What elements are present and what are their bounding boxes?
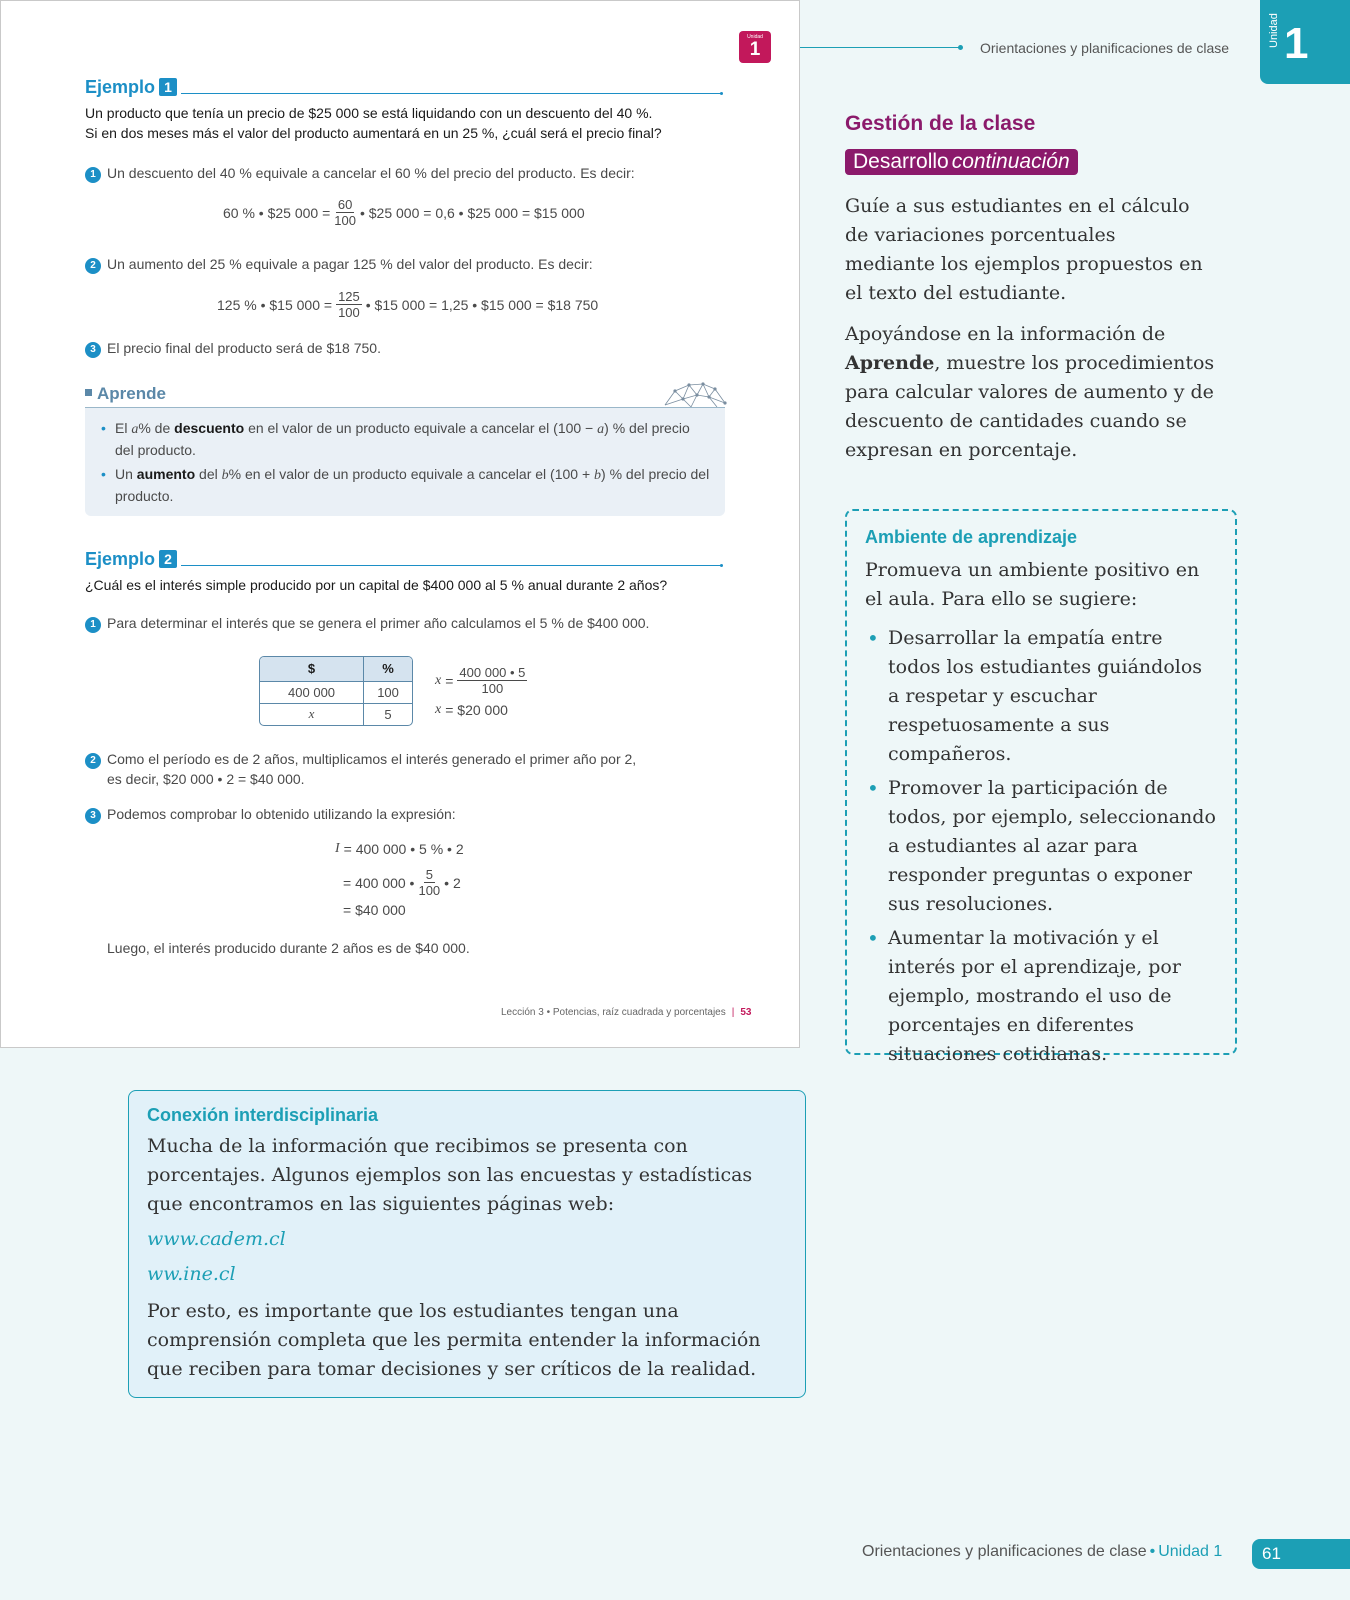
example-1-title: Ejemplo <box>85 77 156 97</box>
step-number-badge: 2 <box>85 753 101 769</box>
step-number-badge: 1 <box>85 617 101 633</box>
variable-a: a <box>597 422 605 437</box>
step-text-continued: es decir, $20 000 • 2 = $40 000. <box>107 771 305 787</box>
fraction-numerator: 125 <box>338 289 360 304</box>
variable-a: a <box>131 422 139 437</box>
step-text: Un descuento del 40 % equivale a cancelar el 60 % del precio del producto. Es decir: <box>107 165 635 181</box>
text: ) % del precio del producto. <box>115 420 690 458</box>
example-2-title: Ejemplo <box>85 549 156 569</box>
fraction-denominator: 100 <box>481 681 504 696</box>
aprende-bullet-descuento <box>99 418 711 460</box>
example-2-statement: ¿Cuál es el interés simple producido por un capital de $400 000 al 5 % anual durante 2 años? <box>85 577 668 593</box>
equation-x-fraction <box>435 665 531 696</box>
bold-term: aumento <box>136 466 196 482</box>
fraction-numerator: 60 <box>337 197 353 212</box>
table-cell: x <box>260 703 364 725</box>
lesson-footer <box>501 1007 751 1018</box>
interest-calc-line-2 <box>343 867 461 898</box>
text: en el valor de un producto equivale a cancelar el (100 − <box>248 420 594 436</box>
page-number-badge: 61 <box>1252 1539 1350 1569</box>
unit-tab <box>1260 0 1350 84</box>
text: ) % del precio del producto. <box>115 466 710 504</box>
text: , muestre los procedimientos para calcular valores de aumento y de descuento de cantidades cuando se expresan en porcentaje. <box>845 352 1215 461</box>
lesson-title: Lección 3 • Potencias, raíz cuadrada y porcentajes <box>501 1007 726 1018</box>
example-2-step-2 <box>85 749 725 789</box>
header-title: Orientaciones y planificaciones de clase <box>980 40 1230 56</box>
page-number: 53 <box>740 1007 752 1018</box>
ambiente-intro: Promueva un ambiente positivo en el aula. Para ello se sugiere: <box>865 559 1200 610</box>
equation-1 <box>223 197 585 228</box>
section-title-gestion: Gestión de la clase <box>845 112 1036 135</box>
fraction-denominator: 100 <box>338 305 360 320</box>
fraction-5-100 <box>418 867 440 898</box>
conexion-paragraph-2: Por esto, es importante que los estudiantes tengan una comprensión completa que les permita entender la información que reciben para tomar decisiones y ser críticos de la realidad. <box>147 1300 761 1380</box>
footer-text: Orientaciones y planificaciones de clase <box>862 1543 1147 1560</box>
bold-term: Aprende <box>845 352 935 374</box>
link-cadem[interactable]: www.cadem.cl <box>147 1228 286 1250</box>
equation-1-right: • $25 000 = 0,6 • $25 000 = $15 000 <box>359 204 585 221</box>
fraction-denominator: 100 <box>418 883 441 898</box>
list-item: • Desarrollar la empatía entre todos los estudiantes guiándolos a respetar y escuchar respetuosamente a sus compañeros. <box>865 624 1217 769</box>
table-row <box>260 681 412 703</box>
step-number-badge: 3 <box>85 808 101 824</box>
unit-tag-label: Unidad <box>747 34 763 40</box>
proportion-table <box>259 656 413 726</box>
link-ine[interactable]: ww.ine.cl <box>147 1263 236 1285</box>
table-row <box>260 703 412 725</box>
example-1-statement-line1: Un producto que tenía un precio de $25 000 se está liquidando con un descuento del 40 %. <box>85 105 653 121</box>
desarrollo-continuation: continuación <box>951 150 1070 173</box>
fraction-125-100 <box>336 289 362 320</box>
interest-calc-line-1 <box>335 841 464 857</box>
step-text: Un aumento del 25 % equivale a pagar 125 % del valor del producto. Es decir: <box>107 256 593 272</box>
header-rule <box>800 47 960 48</box>
example-1-step-1 <box>85 163 725 183</box>
aprende-bullet-aumento <box>99 464 711 506</box>
example-2-step-1 <box>85 613 725 633</box>
guide-paragraph-2 <box>845 320 1255 465</box>
footer-dot: • <box>1149 1543 1156 1560</box>
fraction-numerator: 400 000 • 5 <box>459 665 526 680</box>
text: El <box>115 420 128 436</box>
step-text: El precio final del producto será de $18 750. <box>107 340 381 356</box>
conexion-paragraph-1: Mucha de la información que recibimos se presenta con porcentajes. Algunos ejemplos son las encuestas y estadísticas que encontramos en las siguientes páginas web: <box>147 1135 753 1215</box>
student-book-page <box>0 0 800 1048</box>
equation-2-left: 125 % • $15 000 = <box>217 296 333 313</box>
step-text: Para determinar el interés que se genera el primer año calculamos el 5 % de $400 000. <box>107 615 650 631</box>
fraction-denominator: 100 <box>334 213 356 228</box>
example-1-rule <box>181 93 721 94</box>
aprende-title: Aprende <box>97 384 166 403</box>
aprende-box <box>85 408 725 516</box>
example-2-number: 2 <box>159 550 177 568</box>
fraction-60-100 <box>334 197 356 228</box>
example-1-number: 1 <box>159 78 177 96</box>
desarrollo-badge <box>845 149 1078 175</box>
text: Un <box>115 466 133 482</box>
aprende-heading <box>85 384 166 404</box>
table-cell: 5 <box>364 703 412 725</box>
example-2-heading <box>85 549 177 570</box>
equation-1-left: 60 % • $25 000 = <box>223 204 331 221</box>
unit-tab-label: Unidad <box>1268 13 1280 48</box>
interest-calc-line-3 <box>343 902 406 918</box>
variable-b: b <box>594 468 602 483</box>
equals-sign: = <box>445 672 454 689</box>
example-1-step-2 <box>85 254 725 274</box>
fraction-numerator: 5 <box>425 867 433 882</box>
fraction-400000x5-100 <box>457 665 527 696</box>
conexion-title: Conexión interdisciplinaria <box>147 1105 379 1125</box>
table-header: $ <box>260 657 364 681</box>
text: % de <box>138 420 171 436</box>
conexion-interdisciplinaria-box <box>128 1090 806 1398</box>
step-number-badge: 2 <box>85 258 101 274</box>
example-1-statement <box>85 103 725 143</box>
unit-tag <box>739 31 771 63</box>
result: = $20 000 <box>445 702 508 718</box>
desarrollo-label: Desarrollo <box>853 150 949 173</box>
separator: | <box>731 1007 735 1018</box>
calc-text: = $40 000 <box>343 902 406 918</box>
ambiente-aprendizaje-box <box>845 509 1237 1065</box>
page-footer <box>862 1543 1222 1561</box>
equation-x-result <box>435 702 508 718</box>
step-number-badge: 3 <box>85 342 101 358</box>
step-text: Podemos comprobar lo obtenido utilizando la expresión: <box>107 806 456 822</box>
calc-text: • 2 <box>444 874 461 891</box>
table-header: % <box>364 657 412 681</box>
bold-term: descuento <box>174 420 245 436</box>
ambiente-title: Ambiente de aprendizaje <box>865 527 1078 547</box>
variable-x: x <box>435 702 442 717</box>
footer-unit: Unidad 1 <box>1158 1543 1223 1560</box>
unit-tag-number: 1 <box>749 39 761 60</box>
guide-paragraph-1: Guíe a sus estudiantes en el cálculo de variaciones porcentuales mediante los ejemplos propuestos en el texto del estudiante. <box>845 195 1203 304</box>
calc-text: = 400 000 • <box>343 874 415 891</box>
list-item: • Aumentar la motivación y el interés por el aprendizaje, por ejemplo, mostrando el uso de porcentajes en diferentes situaciones cotidianas. <box>865 924 1217 1069</box>
network-decoration-icon <box>661 379 729 409</box>
table-cell: 100 <box>364 681 412 703</box>
example-2-step-3 <box>85 804 725 824</box>
list-item: • Promover la participación de todos, por ejemplo, seleccionando a estudiantes al azar para responder preguntas o exponer sus resoluciones. <box>865 774 1217 919</box>
step-number-badge: 1 <box>85 167 101 183</box>
example-1-step-3 <box>85 338 725 358</box>
calc-text: = 400 000 • 5 % • 2 <box>343 841 464 857</box>
variable-b: b <box>221 468 229 483</box>
square-bullet-icon <box>85 389 92 396</box>
variable-x: x <box>435 672 442 688</box>
text: % en el valor de un producto equivale a cancelar el (100 + <box>228 466 591 482</box>
example-1-statement-line2: Si en dos meses más el valor del producto aumentará en un 25 %, ¿cuál será el precio final? <box>85 125 662 141</box>
table-cell: 400 000 <box>260 681 364 703</box>
text: Apoyándose en la información de <box>845 323 1166 345</box>
text: del <box>199 466 218 482</box>
step-text: Como el período es de 2 años, multiplicamos el interés generado el primer año por 2, <box>107 751 637 767</box>
variable-i: I <box>335 841 340 856</box>
equation-2 <box>217 289 598 320</box>
example-2-conclusion: Luego, el interés producido durante 2 años es de $40 000. <box>107 940 470 956</box>
unit-tab-number: 1 <box>1284 19 1309 68</box>
equation-2-right: • $15 000 = 1,25 • $15 000 = $18 750 <box>365 296 599 313</box>
example-1-heading <box>85 77 177 98</box>
example-2-rule <box>181 565 721 566</box>
